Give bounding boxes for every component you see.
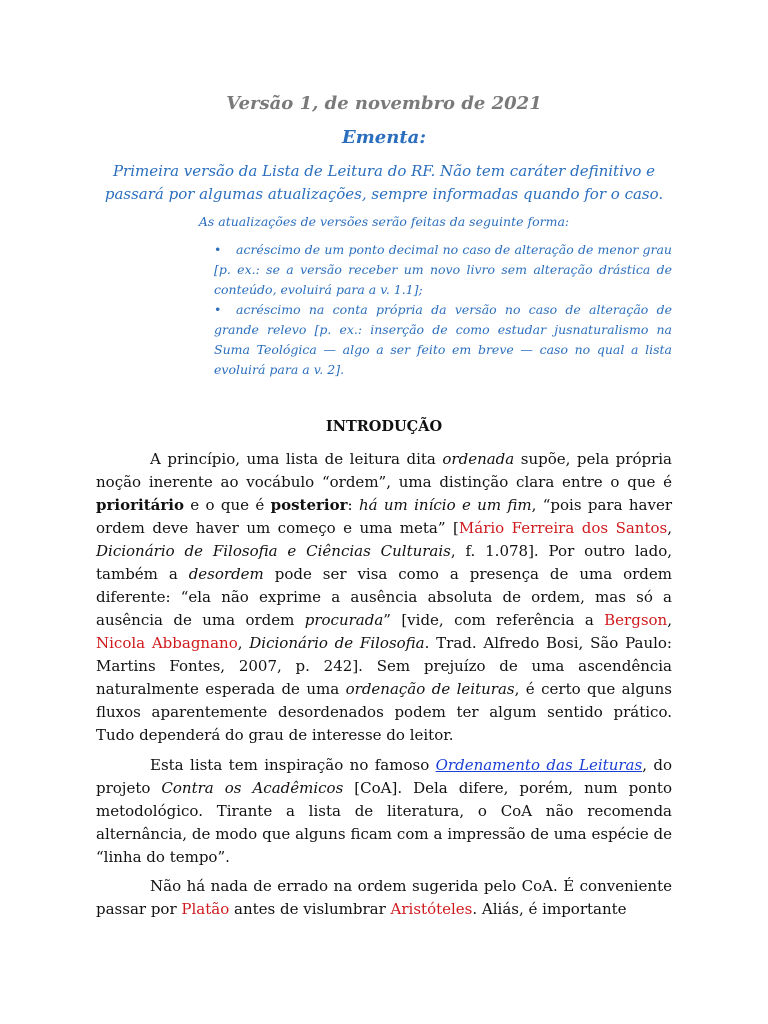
text-run: A princípio, uma lista de leitura dita xyxy=(150,450,443,468)
list-item xyxy=(214,300,672,380)
text-run: posterior xyxy=(270,496,348,514)
author-name: Mário Ferreira dos Santos xyxy=(458,519,668,537)
text-run: ordenada xyxy=(442,450,515,468)
text-run: Esta lista tem inspiração no famoso xyxy=(150,756,436,774)
ementa-summary: Primeira versão da Lista de Leitura do RF. Não tem caráter definitivo e passará por algumas atualizações, sempre informadas quando for o caso. xyxy=(104,162,664,203)
updates-note: As atualizações de versões serão feitas da seguinte forma: xyxy=(198,214,570,229)
text-run: há um início e um fim xyxy=(358,496,532,514)
text-run: Não há nada de errado na ordem sugerida pelo CoA. É conveniente passar por xyxy=(96,877,672,918)
intro-paragraph-1 xyxy=(96,448,672,747)
bullet-icon: • xyxy=(214,242,222,257)
list-item xyxy=(214,240,672,300)
intro-paragraph-3 xyxy=(96,875,672,921)
text-run: pode ser visa como a presença de uma ordem diferente: “ela não exprime a ausência absoluta de ordem, mas só a ausência de uma ordem xyxy=(96,565,672,629)
text-run: antes de vislumbrar xyxy=(229,900,391,918)
section-heading: INTRODUÇÃO xyxy=(325,418,443,435)
book-title: Dicionário de Filosofia e Ciências Culturais xyxy=(96,542,451,560)
text-run: . Aliás, é importante xyxy=(472,900,627,918)
text-run: , xyxy=(667,519,672,537)
text-run: desordem xyxy=(188,565,264,583)
text-run: [CoA]. Dela difere, porém, num ponto metodológico. Tirante a lista de literatura, o CoA não recomenda alternância, de modo que alguns ficam com a impressão de uma espécie de “linha do tempo”. xyxy=(96,779,672,866)
ementa-title: Ementa: xyxy=(342,127,426,148)
text-run: , é certo que alguns fluxos aparentemente desordenados podem ter algum sentido prático. Tudo dependerá do grau de interesse do leitor. xyxy=(96,680,672,744)
ordenamento-link[interactable]: Ordenamento das Leituras xyxy=(435,756,643,774)
intro-paragraph-2 xyxy=(96,754,672,869)
author-name: Platão xyxy=(181,900,230,918)
bullet-icon: • xyxy=(214,302,222,317)
text-run: prioritário xyxy=(96,496,184,514)
author-name: Nicola Abbagnano xyxy=(96,634,238,652)
book-title: Dicionário de Filosofia xyxy=(249,634,425,652)
text-run: : xyxy=(347,496,359,514)
text-run: , f. 1.078]. Por outro lado, também a xyxy=(96,542,673,583)
text-run: ” [vide, com referência a xyxy=(383,611,605,629)
text-run: procurada xyxy=(304,611,384,629)
version-line: Versão 1, de novembro de 2021 xyxy=(226,93,542,114)
text-run: , xyxy=(237,634,250,652)
text-run: , “pois para haver ordem deve haver um começo e uma meta” [ xyxy=(96,496,673,537)
author-name: Bergson xyxy=(604,611,668,629)
update-rules-list xyxy=(214,240,672,380)
text-run: , do projeto xyxy=(96,756,672,797)
text-run: . Trad. Alfredo Bosi, São Paulo: Martins Fontes, 2007, p. 242]. Sem prejuízo de uma ascendência naturalmente esperada de uma xyxy=(96,634,672,698)
text-run: e o que é xyxy=(183,496,271,514)
list-item-text: acréscimo na conta própria da versão no caso de alteração de grande relevo [p. ex.: inserção de como estudar jusnaturalismo na Suma Teológica — algo a ser feito em breve — caso no qual a lista evoluirá para a v. 2]. xyxy=(214,302,672,377)
text-run: supõe, pela própria noção inerente ao vocábulo “ordem”, uma distinção clara entre o que é xyxy=(96,450,672,491)
book-title: Contra os Acadêmicos xyxy=(161,779,344,797)
author-name: Aristóteles xyxy=(390,900,473,918)
list-item-text: acréscimo de um ponto decimal no caso de alteração de menor grau [p. ex.: se a versão receber um novo livro sem alteração drástica de conteúdo, evoluirá para a v. 1.1]; xyxy=(214,242,672,297)
text-run: , xyxy=(667,611,672,629)
text-run: ordenação de leituras xyxy=(345,680,515,698)
